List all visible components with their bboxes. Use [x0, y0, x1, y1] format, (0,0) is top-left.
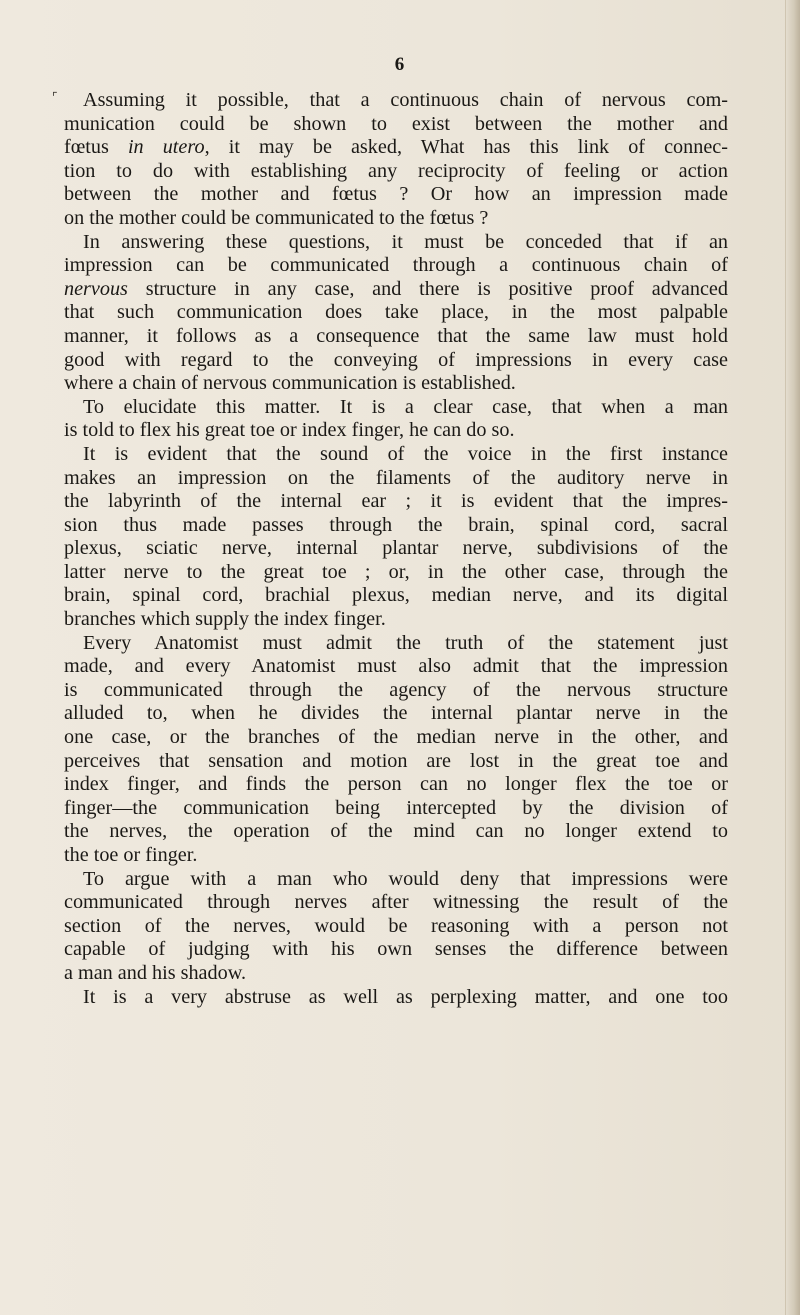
text-line: communicated through nerves after witnessing the result of the — [64, 891, 728, 914]
text-line: In answering these questions, it must be conceded that if an — [83, 230, 728, 253]
text-line: perceives that sensation and motion are lost in the great toe and — [64, 749, 728, 772]
text-line: between the mother and fœtus ? Or how an impression made — [64, 183, 728, 206]
text-line: manner, it follows as a consequence that the same law must hold — [64, 324, 728, 347]
text-line: where a chain of nervous communication is established. — [64, 372, 516, 395]
text-line: fœtus in utero, it may be asked, What has this link of connec- — [64, 136, 728, 159]
text-line: a man and his shadow. — [64, 961, 247, 984]
body-text — [64, 89, 728, 1009]
text-line: plexus, sciatic nerve, internal plantar nerve, subdivisions of the — [64, 537, 728, 560]
text-line: sion thus made passes through the brain, spinal cord, sacral — [64, 513, 728, 536]
text-line: that such communication does take place, in the most palpable — [64, 301, 728, 324]
text-line: nervous structure in any case, and there is positive proof advanced — [64, 277, 728, 300]
text-line: Assuming it possible, that a continuous chain of nervous com- — [83, 89, 728, 111]
text-line: Every Anatomist must admit the truth of the statement just — [83, 631, 728, 654]
text-line: To elucidate this matter. It is a clear case, that when a man — [83, 395, 728, 418]
text-line: munication could be shown to exist between the mother and — [64, 112, 728, 135]
italic-phrase: nervous — [64, 277, 128, 300]
text-line: index finger, and finds the person can no longer flex the toe or — [64, 773, 728, 796]
text-line: capable of judging with his own senses the difference between — [64, 938, 728, 961]
text-line: the nerves, the operation of the mind can no longer extend to — [64, 820, 728, 843]
text-line: tion to do with establishing any reciprocity of feeling or action — [64, 159, 728, 182]
text-line: branches which supply the index finger. — [64, 608, 386, 631]
text-line: To argue with a man who would deny that impressions were — [83, 867, 728, 890]
italic-phrase: in utero — [127, 136, 205, 159]
text-line: makes an impression on the filaments of the auditory nerve in — [64, 466, 728, 489]
text-line: alluded to, when he divides the internal plantar nerve in the — [64, 702, 728, 725]
text-line: the toe or finger. — [64, 844, 198, 866]
text-line: section of the nerves, would be reasoning with a person not — [64, 914, 728, 937]
page-number: 6 — [394, 54, 406, 75]
text-line: brain, spinal cord, brachial plexus, median nerve, and its digital — [64, 584, 728, 607]
text-line: It is a very abstruse as well as perplexing matter, and one too — [83, 985, 728, 1008]
text-line: on the mother could be communicated to the fœtus ? — [64, 206, 489, 229]
text-line: good with regard to the conveying of impressions in every case — [64, 348, 728, 371]
text-line: finger—the communication being intercepted by the division of — [64, 796, 728, 819]
text-line: the labyrinth of the internal ear ; it is evident that the impres- — [64, 490, 728, 513]
text-line: is communicated through the agency of the nervous structure — [64, 678, 728, 701]
text-line: is told to flex his great toe or index finger, he can do so. — [64, 419, 515, 442]
page-edge — [785, 0, 800, 1315]
text-line: It is evident that the sound of the voice in the first instance — [83, 442, 728, 465]
text-line: made, and every Anatomist must also admit that the impression — [64, 655, 728, 678]
text-line: one case, or the branches of the median nerve in the other, and — [64, 726, 728, 749]
margin-mark: ⌜ — [52, 90, 58, 104]
text-line: impression can be communicated through a continuous chain of — [64, 254, 728, 277]
text-line: latter nerve to the great toe ; or, in the other case, through the — [64, 560, 728, 583]
